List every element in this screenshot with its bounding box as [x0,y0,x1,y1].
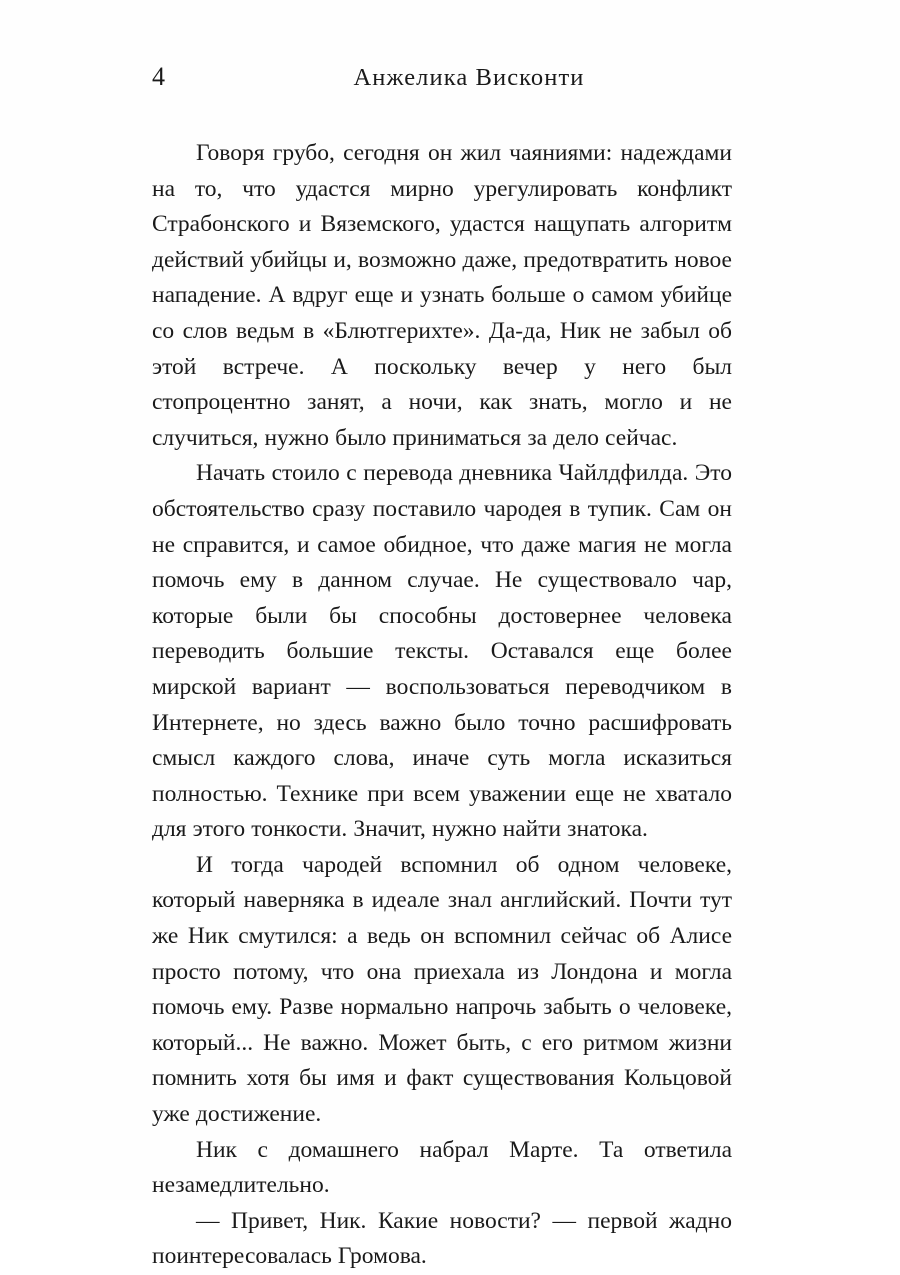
page-number: 4 [152,62,166,91]
running-head-author: Анжелика Висконти [353,64,585,91]
paragraph: Начать стоило с перевода дневника Чайлдфилда. Это обстоятельство сразу поставило чародея в тупик. Сам он не справится, и самое обидное, что даже магия не могла помочь ему в данном случае. Не существовало чар, которые были бы способны достовернее человека переводить большие тексты. Оставался еще более мирской вариант — воспользоваться переводчиком в Интернете, но здесь важно было точно расшифровать смысл каждого слова, иначе суть могла исказиться полностью. Технике при всем уважении еще не хватало для этого тонкости. Значит, нужно найти знатока. [152,460,732,843]
paragraph: — Привет, Ник. Какие новости? — первой жадно поинтересовалась Громова. [152,1207,732,1270]
body-text [152,136,732,1275]
paragraph: Ник с домашнего набрал Марте. Та ответила незамедлительно. [152,1136,732,1199]
running-head [152,62,732,96]
paragraph: И тогда чародей вспомнил об одном человеке, который наверняка в идеале знал английский. Почти тут же Ник смутился: а ведь он вспомнил сейчас об Алисе просто потому, что она приехала из Лондона и могла помочь ему. Разве нормально напрочь забыть о человеке, который... Не важно. Может быть, с его ритмом жизни помнить хотя бы имя и факт существования Кольцовой уже достижение. [152,851,732,1128]
page-content-area [152,62,732,1275]
paragraph: Говоря грубо, сегодня он жил чаяниями: надеждами на то, что удастся мирно урегулировать конфликт Страбонского и Вяземского, удастся нащупать алгоритм действий убийцы и, возможно даже, предотвратить новое нападение. А вдруг еще и узнать больше о самом убийце со слов ведьм в «Блютгерихте». Да-да, Ник не забыл об этой встрече. А поскольку вечер у него был стопроцентно занят, а ночи, как знать, могло и не случиться, нужно было приниматься за дело сейчас. [152,140,732,451]
